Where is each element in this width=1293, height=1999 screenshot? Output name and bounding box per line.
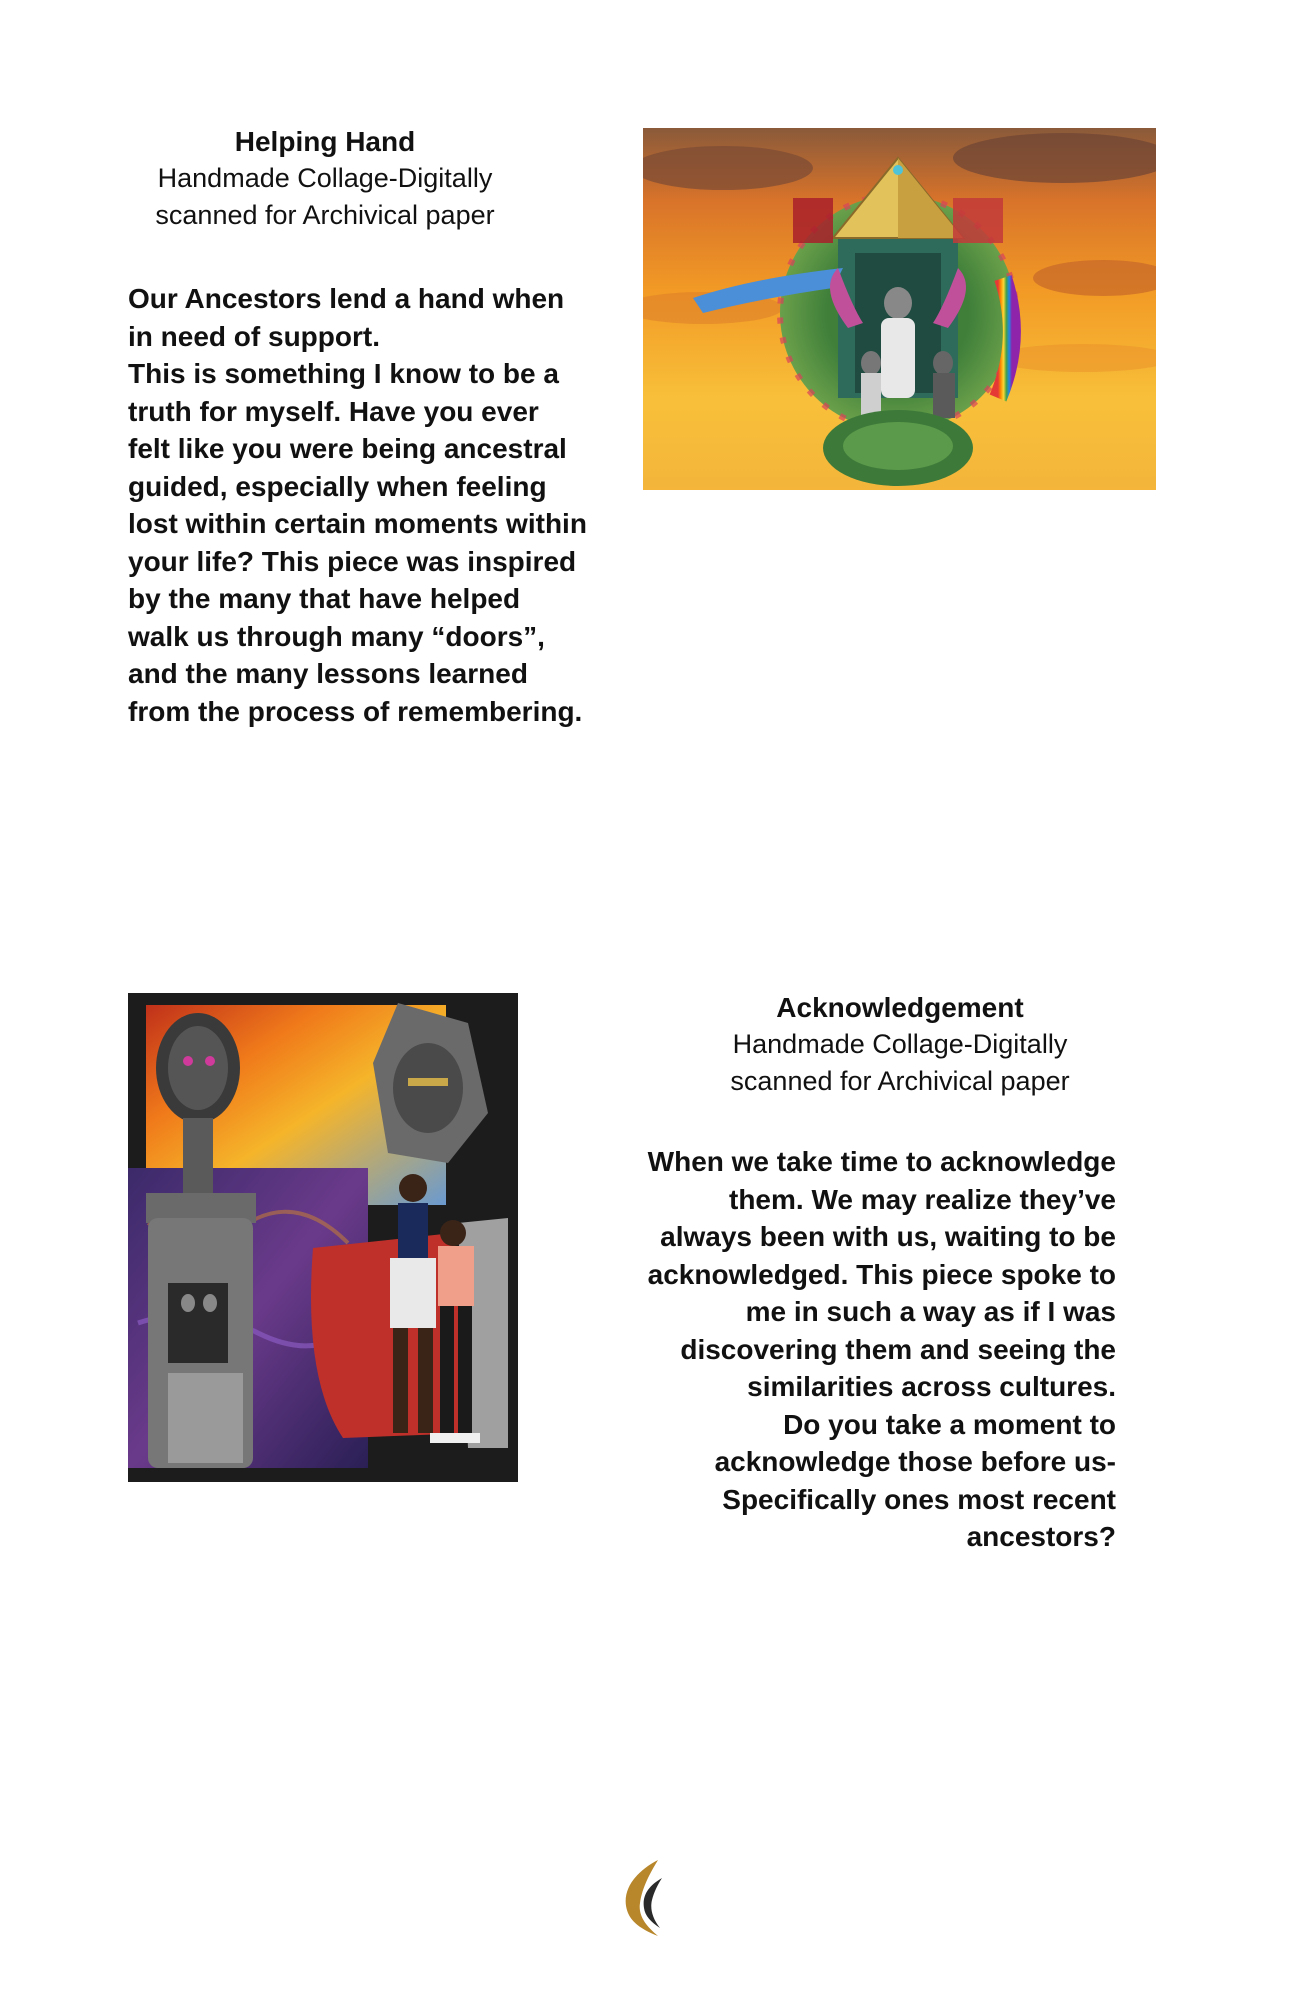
text-line: them. We may realize they’ve	[729, 1183, 1116, 1215]
acknowledgement-collage-image	[128, 993, 518, 1482]
text-line: Specifically ones most recent	[722, 1483, 1116, 1515]
artwork-medium-line2: scanned for Archivical paper	[155, 200, 495, 230]
text-line: and the many lessons learned	[128, 658, 528, 689]
helping-hand-heading	[130, 124, 520, 234]
text-line: by the many that have helped	[128, 583, 521, 614]
text-line: When we take time to acknowledge	[647, 1146, 1116, 1177]
text-line: This is something I know to be a	[128, 358, 559, 389]
text-line: always been with us, waiting to be	[660, 1221, 1116, 1252]
text-line: discovering them and seeing the	[680, 1333, 1116, 1365]
text-line: acknowledge those before us-	[714, 1446, 1116, 1477]
artwork-medium-line2: scanned for Archivical paper	[730, 1066, 1070, 1096]
artwork-title: Acknowledgement	[776, 992, 1024, 1023]
text-line: your life? This piece was inspired	[128, 545, 577, 577]
text-line: acknowledged. This piece spoke to	[647, 1258, 1116, 1290]
text-line: felt like you were being ancestral	[128, 433, 567, 464]
acknowledgement-description	[585, 1143, 1116, 1556]
helping-hand-description	[128, 280, 618, 730]
text-line: lost within certain moments within	[128, 508, 587, 539]
text-line: truth for myself. Have you ever	[128, 395, 539, 427]
artwork-medium-line1: Handmade Collage-Digitally	[157, 163, 493, 193]
text-line: ancestors?	[966, 1521, 1116, 1552]
text-line: walk us through many “doors”,	[128, 620, 545, 652]
helping-hand-collage-image	[643, 128, 1156, 490]
text-line: in need of support.	[128, 320, 380, 352]
text-line: from the process of remembering.	[128, 695, 583, 727]
text-line: guided, especially when feeling	[128, 470, 547, 502]
brand-logo-icon	[618, 1858, 668, 1938]
artwork-medium-line1: Handmade Collage-Digitally	[732, 1029, 1068, 1059]
acknowledgement-heading	[690, 990, 1110, 1100]
text-line: Our Ancestors lend a hand when	[128, 283, 565, 314]
text-line: Do you take a moment to	[783, 1408, 1116, 1440]
artwork-title: Helping Hand	[234, 126, 416, 157]
text-line: similarities across cultures.	[747, 1371, 1116, 1402]
text-line: me in such a way as if I was	[745, 1296, 1116, 1327]
